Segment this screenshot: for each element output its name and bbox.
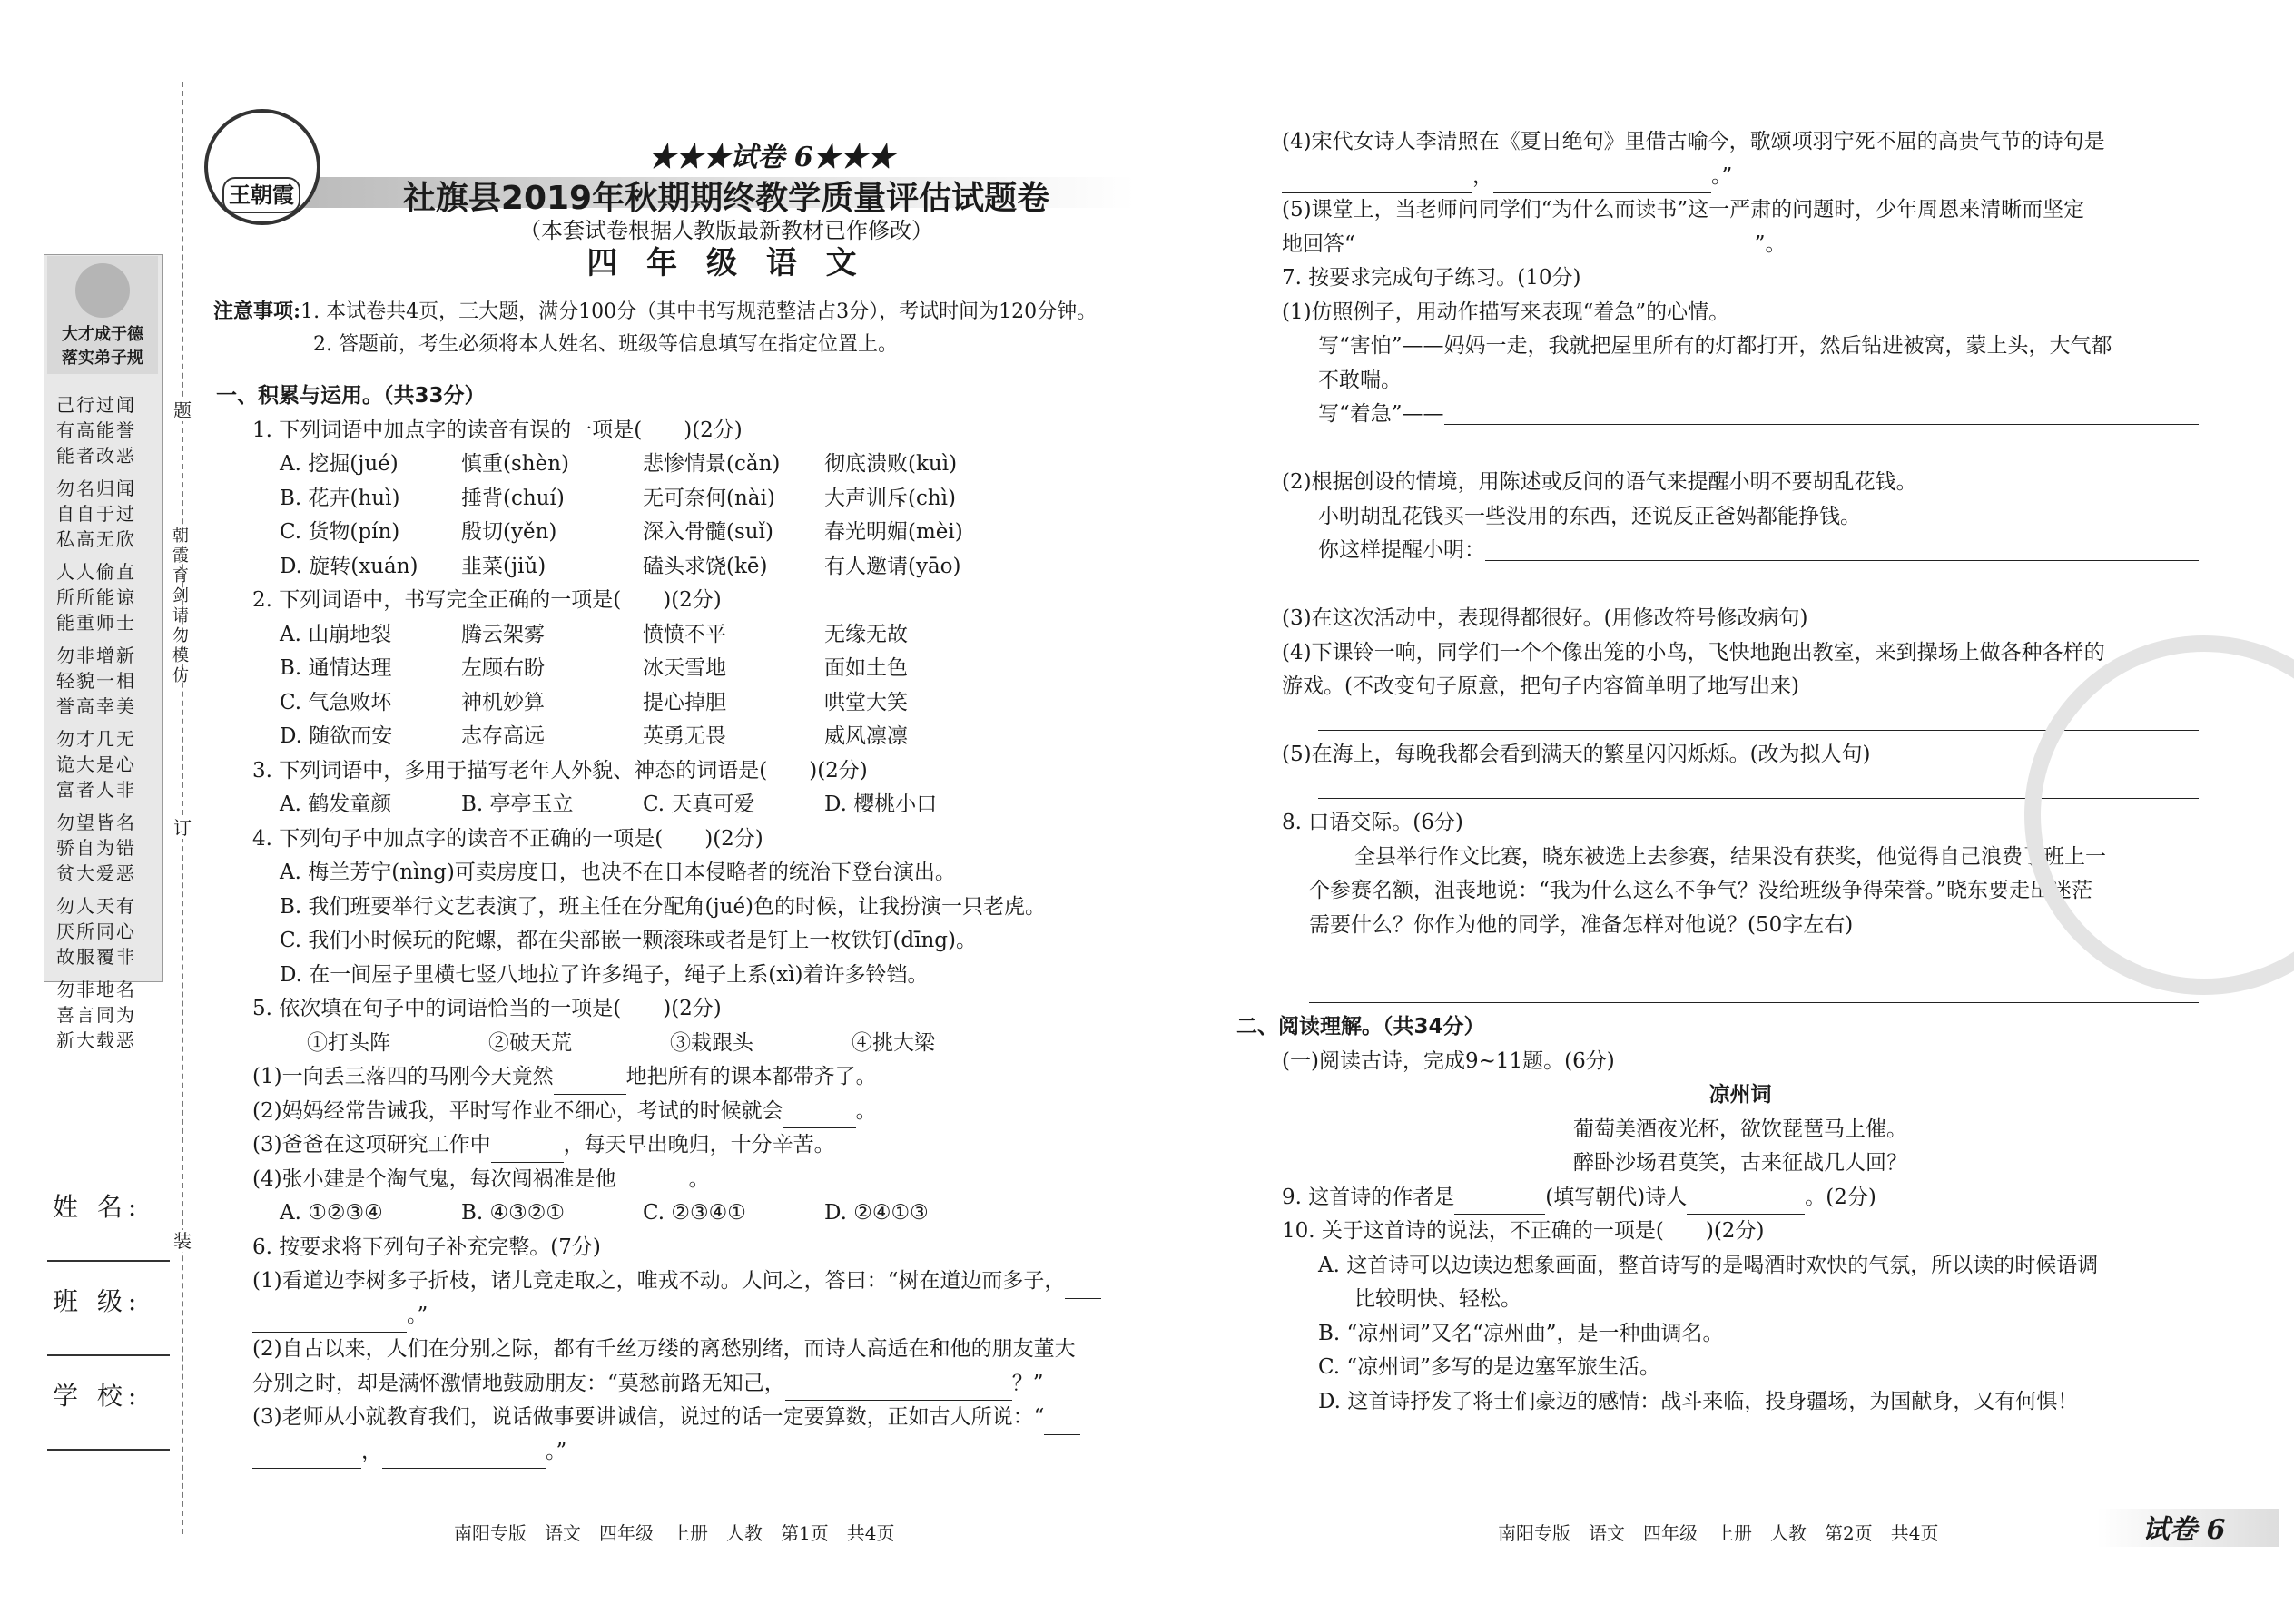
slogan-2: 落实弟子规: [62, 349, 143, 368]
mascot-icon: [75, 263, 130, 318]
text: (4)张小建是个淘气鬼，每次闯祸准是他: [252, 1166, 616, 1191]
slogan-1: 大才成于德: [62, 325, 143, 344]
q6-sentence-3-cont: [216, 1435, 1169, 1470]
exam-tag: 试卷 6: [2142, 1514, 2226, 1546]
q5-sentence-2: [216, 1095, 1169, 1129]
q8-text-2: 个参赛名额，沮丧地说：“我为什么这么不争气？没给班级争得荣誉。”晓东要走出迷茫: [1309, 879, 2093, 902]
motto-line: 勿望皆名: [56, 812, 136, 833]
motto-line: 誉高幸美: [56, 695, 136, 717]
q7-write-2: [1282, 534, 2199, 568]
q10-option-d: D. 这首诗抒发了将士们豪迈的感情：战斗来临，投身疆场，为国献身，又有何惧！: [1318, 1389, 2079, 1413]
option: 愤愤不平: [643, 622, 726, 646]
spacer: [1282, 568, 2199, 603]
q2-row-c: [216, 686, 1169, 721]
option: 威风凛凛: [824, 724, 908, 748]
motto-line: 人人偷直: [56, 561, 136, 583]
school-input-line[interactable]: [47, 1449, 170, 1451]
option: D. 樱桃小口: [824, 792, 938, 816]
q7-part-4: (4)下课铃一响，同学们一个个像出笼的小鸟，飞快地跑出教室，来到操场上做各种各样的: [1282, 640, 2105, 664]
option: 韭菜(jiǔ): [461, 554, 546, 578]
q1-row-a: [216, 448, 1169, 482]
option: 无缘无故: [824, 622, 908, 646]
page-subtitle: （本套试卷根据人教版最新教材已作修改）: [519, 218, 933, 243]
q4-option-a: A. 梅兰芳宁(nìng)可卖房度日，也决不在日本侵略者的统治下登台演出。: [280, 861, 956, 884]
q7-part-4-cont: 游戏。(不改变句子原意，把句子内容简单明了地写出来): [1282, 674, 1799, 698]
text: 。”: [407, 1303, 428, 1327]
answer-blank[interactable]: [382, 1468, 546, 1469]
text: 。(2分): [1805, 1185, 1876, 1209]
q7-write-1: [1282, 398, 2199, 432]
q5-stem: 5. 依次填在句子中的词语恰当的一项是( )(2分): [252, 997, 722, 1020]
class-input-line[interactable]: [47, 1354, 170, 1356]
text: ”。: [1754, 231, 1787, 256]
option: 春光明媚(mèi): [824, 520, 963, 544]
q7-part-2: (2)根据创设的情境，用陈述或反问的语气来提醒小明不要胡乱花钱。: [1282, 470, 1917, 494]
text: ，: [1472, 163, 1493, 188]
motto-line: 所所能谅: [56, 586, 136, 608]
q7-write-1b: [1282, 432, 2199, 467]
motto-line: 故服覆非: [56, 946, 136, 968]
option: B. 通情达理: [280, 656, 392, 680]
text: 。: [688, 1166, 710, 1191]
motto-line: 诡大是心: [56, 753, 136, 775]
motto-line: 勿人天有: [56, 895, 136, 917]
q6-sentence-4-cont: [1282, 160, 2199, 194]
option: B. 花卉(huì): [280, 486, 400, 510]
cut-mark-2: 订: [171, 817, 194, 839]
poem-line-1: 葡萄美酒夜光杯，欲饮琵琶马上催。: [1573, 1117, 1907, 1141]
q10-stem: 10. 关于这首诗的说法，不正确的一项是( )(2分): [1282, 1219, 1765, 1243]
q5-options: [216, 1196, 1169, 1231]
side-note: 朝霞育剑 请勿模仿: [172, 527, 189, 685]
q6-sentence-1-cont: [216, 1299, 1169, 1334]
q4-option-c: C. 我们小时候玩的陀螺，都在尖部嵌一颗滚珠或者是钉上一枚铁钉(dīng)。: [280, 929, 977, 952]
cut-mark-3: 装: [171, 1230, 194, 1252]
text: 。”: [546, 1439, 567, 1463]
q7-part-3: (3)在这次活动中，表现得都很好。(用修改符号修改病句): [1282, 606, 1808, 630]
answer-line[interactable]: [1309, 942, 2199, 969]
q6-stem: 6. 按要求将下列句子补充完整。(7分): [252, 1235, 601, 1259]
text: 地把所有的课本都带齐了。: [625, 1065, 877, 1088]
motto-line: 勿非增新: [56, 645, 136, 666]
option: 慎重(shèn): [461, 452, 569, 476]
motto-line: 能者改恶: [56, 445, 136, 467]
name-input-line[interactable]: [47, 1260, 170, 1262]
option: A. 鹤发童颜: [280, 792, 392, 816]
exam-number: ★★★试卷 6★★★: [648, 142, 895, 173]
poem-line-2: 醉卧沙场君莫笑，古来征战几人回？: [1573, 1151, 1907, 1175]
notice-label: 注意事项:: [213, 300, 301, 323]
q6-sentence-3: [216, 1401, 1169, 1435]
q4-stem: 4. 下列句子中加点字的读音不正确的一项是( )(2分): [252, 826, 763, 851]
motto-line: 贫大爱恶: [56, 862, 136, 884]
poem-title: 凉州词: [1708, 1083, 1772, 1107]
text: 。: [855, 1098, 877, 1123]
q8-write-1: [1282, 942, 2199, 977]
q6-sentence-5: (5)课堂上，当老师问同学们“为什么而读书”这一严肃的问题时，少年周恩来清晰而坚定: [1282, 198, 2085, 221]
option: 捶背(chuí): [461, 486, 565, 510]
option: 有人邀请(yāo): [824, 554, 961, 578]
text: ，每天早出晚归，十分辛苦。: [563, 1133, 835, 1156]
section-1-title: 一、积累与运用。（共33分）: [216, 384, 486, 408]
notice: [213, 295, 1097, 361]
option: 无可奈何(nài): [643, 486, 775, 510]
answer-blank[interactable]: [1065, 1298, 1101, 1299]
q10-option-a-cont: 比较明快、轻松。: [1354, 1287, 1521, 1311]
section-2-title: 二、阅读理解。（共34分）: [1236, 1015, 1485, 1038]
footer-left: 南阳专版 语文 四年级 上册 人教 第1页 共4页: [454, 1522, 895, 1544]
text: ，: [361, 1439, 382, 1463]
q1-row-b: [216, 482, 1169, 517]
option: 深入骨髓(suǐ): [643, 520, 773, 544]
q2-row-d: [216, 720, 1169, 754]
q1-row-c: [216, 516, 1169, 550]
option: A. 挖掘(jué): [280, 452, 399, 476]
option: 志存高远: [461, 724, 545, 748]
motto-line: 勿非地名: [56, 979, 136, 1000]
q8-text-1: 全县举行作文比赛，晓东被选上去参赛，结果没有获奖，他觉得自己浪费了班上一: [1354, 844, 2106, 869]
school-label: 学 校:: [53, 1381, 143, 1411]
q3-options: [216, 788, 1169, 822]
text: 地回答“: [1282, 231, 1355, 256]
subject-title: 四 年 级 语 文: [586, 245, 866, 281]
motto-line: 勿才几无: [56, 728, 136, 750]
logo-text: 王朝霞: [222, 177, 300, 213]
cut-line: [182, 82, 183, 1534]
answer-line[interactable]: [1309, 977, 2199, 1004]
option: 面如土色: [824, 656, 908, 680]
answer-line[interactable]: [1318, 432, 2199, 459]
page-title: 社旗县2019年秋期期终教学质量评估试题卷: [402, 180, 1050, 217]
word: ④挑大梁: [852, 1030, 935, 1055]
word: ②破天荒: [488, 1030, 572, 1055]
text: 写“着急”——: [1318, 402, 1444, 426]
option: C. 天真可爱: [643, 792, 755, 816]
motto-line: 己行过闻: [56, 394, 136, 416]
q5-sentence-3: [216, 1128, 1169, 1163]
option: 彻底溃败(kuì): [824, 452, 958, 476]
q5-sentence-1: [216, 1060, 1169, 1095]
answer-blank[interactable]: [1044, 1434, 1080, 1435]
option: B. 亭亭玉立: [461, 792, 574, 816]
left-column: [216, 379, 1169, 1469]
motto-line: 勿名归闻: [56, 477, 136, 499]
q1-row-d: [216, 550, 1169, 585]
option: 磕头求饶(kē): [643, 554, 768, 578]
option: 哄堂大笑: [824, 690, 908, 714]
option: B. ④③②①: [461, 1201, 566, 1225]
cut-mark-1: 题: [171, 399, 194, 421]
motto-lines: [56, 392, 156, 1060]
option: D. 随欲而安: [280, 724, 393, 748]
option: 大声训斥(chì): [824, 486, 956, 510]
text: 你这样提醒小明：: [1318, 538, 1485, 562]
option: 左顾右盼: [461, 656, 545, 680]
option: 英勇无畏: [643, 724, 726, 748]
text: 9. 这首诗的作者是: [1282, 1185, 1455, 1209]
q7-example-1: 写“害怕”——妈妈一走，我就把屋里所有的灯都打开，然后钻进被窝，蒙上头，大气都: [1318, 334, 2112, 358]
word: ①打头阵: [307, 1030, 390, 1055]
notice-item-2: 2. 答题前，考生必须将本人姓名、班级等信息填写在指定位置上。: [313, 333, 898, 356]
q5-sentence-4: [216, 1163, 1169, 1197]
option: 腾云架雾: [461, 622, 545, 646]
footer-right: 南阳专版 语文 四年级 上册 人教 第2页 共4页: [1498, 1522, 1939, 1544]
q1-stem: 1. 下列词语中加点字的读音有误的一项是( )(2分): [252, 418, 743, 442]
answer-blank[interactable]: [252, 1468, 361, 1469]
motto-line: 骄自为错: [56, 837, 136, 859]
word: ③栽跟头: [670, 1030, 753, 1055]
q7-part-1: (1)仿照例子，用动作描写来表现“着急”的心情。: [1282, 300, 1730, 324]
text: ？”: [1011, 1371, 1044, 1395]
q2-row-a: [216, 618, 1169, 653]
motto-line: 有高能誉: [56, 419, 136, 441]
q6-sentence-2-cont: [216, 1367, 1169, 1402]
text: 。”: [1711, 163, 1733, 188]
text: (1)一向丢三落四的马刚今天竟然: [252, 1065, 554, 1088]
q3-stem: 3. 下列词语中，多用于描写老年人外貌、神态的词语是( )(2分): [252, 758, 868, 782]
q6-sentence-2: (2)自古以来，人们在分别之际，都有千丝万缕的离愁别绪，而诗人高适在和他的朋友董大: [252, 1337, 1076, 1361]
q4-option-b: B. 我们班要举行文艺表演了，班主任在分配角(jué)色的时候，让我扮演一只老虎。: [280, 894, 1047, 919]
text: (1)看道边李树多子折枝，诸儿竞走取之，唯戎不动。人问之，答曰：“树在道边而多子，: [252, 1269, 1066, 1293]
option: A. 山崩地裂: [280, 622, 392, 646]
motto-line: 轻貌一相: [56, 670, 136, 692]
motto-line: 能重师士: [56, 612, 136, 634]
q8-text-3: 需要什么？你作为他的同学，准备怎样对他说？(50字左右): [1309, 912, 1854, 937]
motto-line: 自自于过: [56, 503, 136, 525]
text: 分别之时，却是满怀激情地鼓励朋友：“莫愁前路无知己，: [252, 1371, 785, 1395]
q7-context: 小明胡乱花钱买一些没用的东西，还说反正爸妈都能挣钱。: [1318, 504, 1861, 528]
q2-stem: 2. 下列词语中，书写完全正确的一项是( )(2分): [252, 588, 722, 612]
motto-line: 喜言同为: [56, 1004, 136, 1026]
q10-option-a: A. 这首诗可以边读边想象画面，整首诗写的是喝酒时欢快的气氛，所以读的时候语调: [1318, 1253, 2099, 1277]
q8-write-2: [1282, 977, 2199, 1011]
q7-stem: 7. 按要求完成句子练习。(10分): [1282, 266, 1581, 290]
q10-option-b: B. “凉州词”又名“凉州曲”，是一种曲调名。: [1318, 1321, 1724, 1345]
motto-line: 厌所同心: [56, 920, 136, 942]
option: 冰天雪地: [643, 656, 726, 680]
option: C. 气急败坏: [280, 690, 392, 714]
answer-line[interactable]: [1444, 398, 2199, 425]
option: A. ①②③④: [280, 1201, 383, 1225]
motto-line: 私高无欣: [56, 528, 136, 550]
mascot-area: [47, 256, 158, 374]
option: D. 旋转(xuán): [280, 554, 418, 578]
text: (3)老师从小就教育我们，说话做事要讲诚信，说过的话一定要算数，正如古人所说：“: [252, 1405, 1045, 1429]
option: C. 货物(pín): [280, 520, 400, 544]
option: 殷切(yěn): [461, 520, 557, 544]
text: (填写朝代)诗人: [1545, 1185, 1688, 1209]
reading-part-1: (一)阅读古诗，完成9~11题。(6分): [1282, 1048, 1615, 1073]
option: 神机妙算: [461, 690, 545, 714]
q6-sentence-4: (4)宋代女诗人李清照在《夏日绝句》里借古喻今，歌颂项羽宁死不屈的高贵气节的诗句是: [1282, 130, 2105, 153]
q2-row-b: [216, 652, 1169, 686]
text: (3)爸爸在这项研究工作中: [252, 1133, 491, 1156]
option: C. ②③④①: [643, 1201, 746, 1225]
q4-option-d: D. 在一间屋子里横七竖八地拉了许多绳子，绳子上系(xì)着许多铃铛。: [280, 962, 929, 987]
class-label: 班 级:: [53, 1286, 143, 1316]
answer-line[interactable]: [1485, 534, 2199, 561]
q9: [1282, 1181, 2199, 1216]
q6-sentence-5-cont: [1282, 228, 2199, 262]
notice-item-1: 1. 本试卷共4页，三大题，满分100分（其中书写规范整洁占3分），考试时间为120分钟。: [300, 300, 1098, 323]
name-label: 姓 名:: [53, 1192, 143, 1222]
option: 提心掉胆: [643, 690, 726, 714]
q8-stem: 8. 口语交际。(6分): [1282, 811, 1463, 834]
q7-example-2: 不敢喘。: [1318, 368, 1402, 392]
text: (2)妈妈经常告诫我，平时写作业不细心，考试的时候就会: [252, 1098, 783, 1123]
motto-line: 富者人非: [56, 779, 136, 801]
q10-option-c: C. “凉州词”多写的是边塞军旅生活。: [1318, 1355, 1660, 1379]
option: 悲惨情景(cǎn): [643, 452, 781, 476]
option: D. ②④①③: [824, 1201, 929, 1225]
motto-line: 新大载恶: [56, 1029, 136, 1051]
q6-sentence-1: [216, 1265, 1169, 1299]
q7-part-5: (5)在海上，每晚我都会看到满天的繁星闪闪烁烁。(改为拟人句): [1282, 743, 1871, 766]
q5-words: [216, 1027, 1169, 1061]
